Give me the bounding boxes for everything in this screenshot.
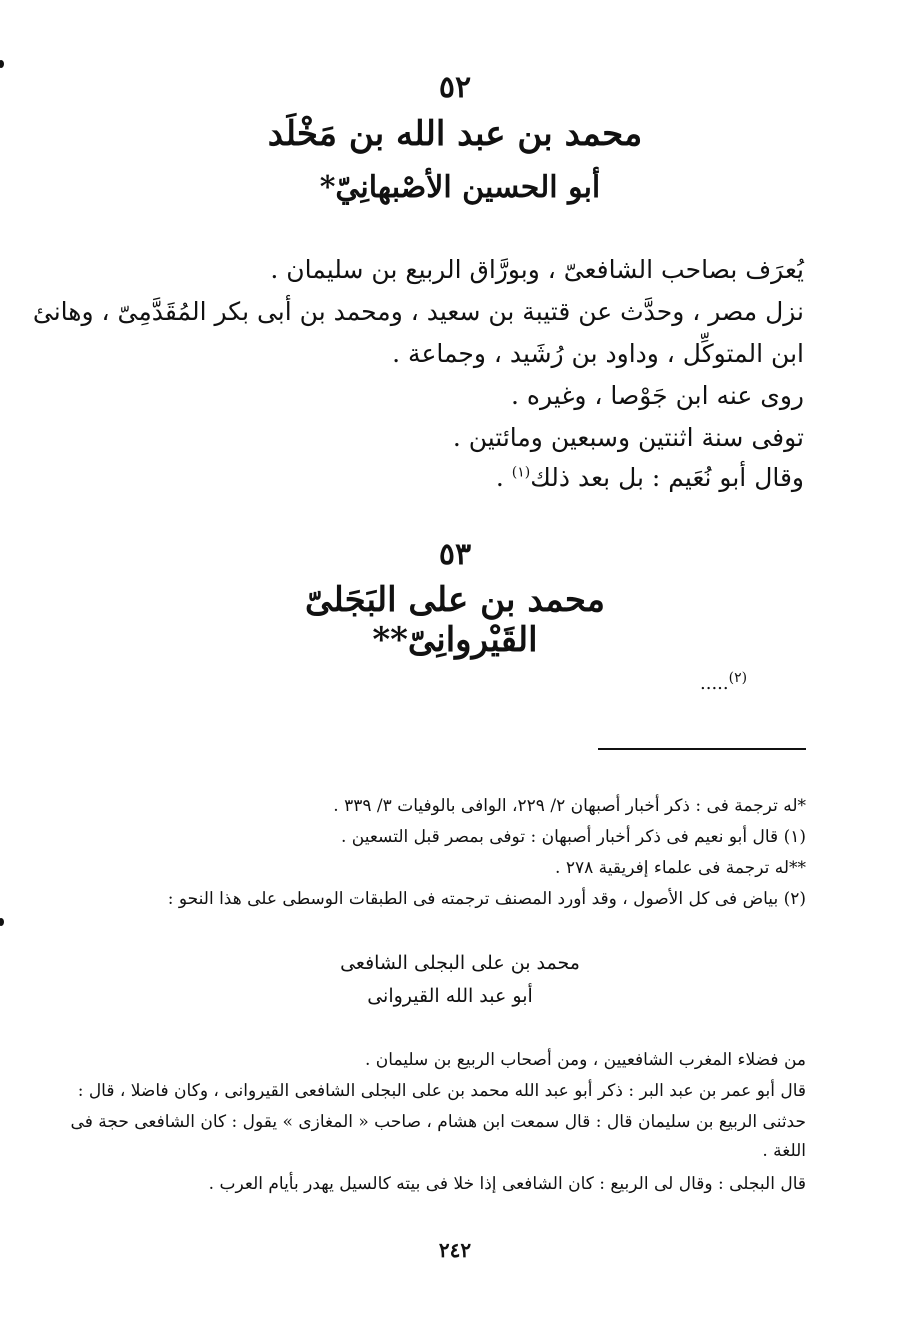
entry-52-name: محمد بن عبد الله بن مَخْلَد <box>267 114 643 154</box>
appendix-kunya: أبو عبد الله القيروانى <box>367 985 533 1007</box>
entry-52-number: ٥٢ <box>438 70 472 105</box>
entry-52-last-line <box>496 463 804 492</box>
entry-52-line: ابن المتوكِّل ، وداود بن رُشَيد ، وجماعة . <box>392 339 804 368</box>
appendix-line: من فضلاء المغرب الشافعيين ، ومن أصحاب الربيع بن سليمان . <box>364 1050 806 1070</box>
scan-mark <box>0 60 4 68</box>
appendix-line: قال أبو عمر بن عبد البر : ذكر أبو عبد الله محمد بن على البجلى الشافعى القيروانى ، وكان فاضلا ، قال : <box>77 1081 806 1101</box>
entry-52-line: وقال أبو نُعَيم : بل بعد ذلك <box>530 463 804 492</box>
page-number: ٢٤٢ <box>438 1238 472 1262</box>
appendix-line: قال البجلى : وقال لى الربيع : كان الشافعى إذا خلا فى بيته كالسيل يهدر بأيام العرب . <box>208 1174 806 1194</box>
footnote-separator <box>598 748 806 750</box>
footnote-line: (١) قال أبو نعيم فى ذكر أخبار أصبهان : توفى بمصر قبل التسعين . <box>340 827 806 847</box>
footnote-ref-2: (٢) <box>728 670 748 686</box>
footnote-ref-1: (١) <box>511 464 531 481</box>
entry-52-line: توفى سنة اثنتين وسبعين ومائتين . <box>452 423 804 452</box>
footnote-line: **له ترجمة فى علماء إفريقية ٢٧٨ . <box>555 858 806 878</box>
footnote-line: (٢) بياض فى كل الأصول ، وقد أورد المصنف ترجمته فى الطبقات الوسطى على هذا النحو : <box>167 889 806 909</box>
appendix-name: محمد بن على البجلى الشافعى <box>340 952 580 974</box>
entry-52-line: روى عنه ابن جَوْصا ، وغيره . <box>510 381 804 410</box>
footnote-line: *له ترجمة فى : ذكر أخبار أصبهان ٢/ ٢٢٩، الوافى بالوفيات ٣/ ٣٣٩ . <box>333 796 806 816</box>
entry-52-kunya: أبو الحسين الأصْبهانِيّ* <box>319 170 601 205</box>
entry-53-name: محمد بن على البَجَلىّ القَيْروانِىّ** <box>304 580 605 660</box>
appendix-line: اللغة . <box>762 1141 806 1161</box>
entry-52-line: يُعرَف بصاحب الشافعىّ ، وبورَّاق الربيع بن سليمان . <box>270 255 804 284</box>
entry-53-gap <box>700 670 747 694</box>
entry-53-number: ٥٣ <box>438 537 472 572</box>
scan-mark <box>0 918 4 926</box>
sentence-end: . <box>495 463 512 492</box>
ellipsis: ..... <box>700 673 729 694</box>
entry-52-line: نزل مصر ، وحدَّث عن قتيبة بن سعيد ، ومحمد بن أبى بكر المُقَدَّمِىّ ، وهانئ <box>32 297 804 326</box>
appendix-line: حدثنى الربيع بن سليمان قال : قال سمعت ابن هشام ، صاحب « المغازى » يقول : كان الشافعى حجة فى <box>70 1112 806 1132</box>
